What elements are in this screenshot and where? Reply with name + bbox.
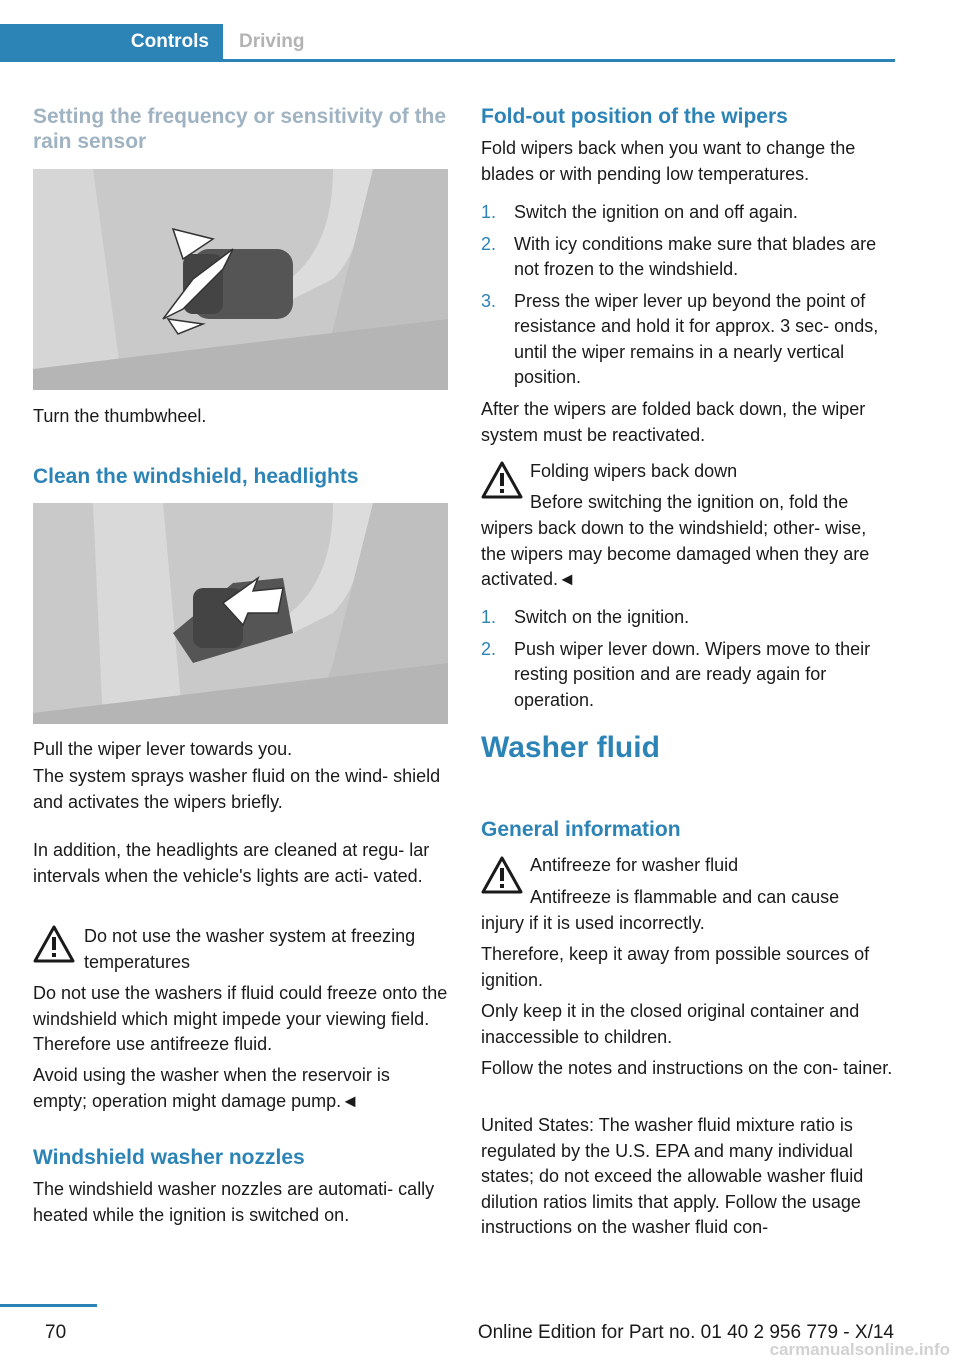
header-rule: [223, 59, 895, 62]
heading-nozzles: Windshield washer nozzles: [33, 1146, 305, 1169]
warning-freezing-body: Do not use the washers if fluid could freeze onto the windshield which might impede your viewing field. Therefore use antifreeze fluid.: [33, 983, 448, 1054]
warning-antifreeze-body-1: Antifreeze is flammable and can cause: [530, 887, 840, 907]
text-after-folded: After the wipers are folded back down, the wiper system must be reactivated.: [481, 399, 866, 445]
warning-triangle-icon: [481, 856, 523, 894]
page-header: [0, 0, 895, 62]
heading-clean: Clean the windshield, headlights: [33, 465, 359, 488]
text-only-keep: Only keep it in the closed original container and inaccessible to children.: [481, 1001, 860, 1047]
text-foldback: Fold wipers back when you want to change the blades or with pending low temperatures.: [481, 138, 856, 184]
heading-foldout: Fold-out position of the wipers: [481, 105, 788, 128]
warning-antifreeze-title: Antifreeze for washer fluid: [530, 855, 739, 875]
list-item: 1. Switch the ignition on and off again.: [481, 202, 798, 222]
figure-wiper-lever: [33, 503, 448, 724]
figure-thumbwheel: [33, 169, 448, 390]
warning-fold-title: Folding wipers back down: [530, 461, 738, 481]
tab-driving[interactable]: Driving: [239, 31, 305, 52]
warning-freezing-title: Do not use the washer system at freezing temperatures: [84, 926, 416, 972]
warning-fold-body-1: Before switching the ignition on, fold the: [530, 492, 849, 512]
warning-antifreeze-body-2: injury if it is used incorrectly.: [481, 913, 705, 933]
text-pull-lever: Pull the wiper lever towards you.: [33, 739, 293, 759]
warning-triangle-icon: [481, 461, 523, 499]
tab-controls[interactable]: [0, 24, 223, 62]
list-item: 2. With icy conditions make sure that blades are not frozen to the windshield.: [481, 233, 877, 279]
steps-foldout: [481, 200, 895, 391]
watermark: carmanualsonline.info: [769, 1340, 950, 1359]
list-item: 2. Push wiper lever down. Wipers move to their resting position and are ready again for operation.: [481, 638, 871, 710]
list-item: 3. Press the wiper lever up beyond the point of resistance and hold it for approx. 3 sec‐ onds, until the wiper remains in a nearly vertical position.: [481, 290, 879, 387]
text-sprays: The system sprays washer fluid on the wind‐ shield and activates the wipers briefly.: [33, 766, 441, 812]
text-united-states: United States: The washer fluid mixture ratio is regulated by the U.S. EPA and many individual states; do not exceed the allowable washer fluid dilution ratios limits that apply. Follow the usage instructions on the washer fluid con‐: [481, 1115, 864, 1237]
page-number: 70: [45, 1322, 67, 1343]
list-item: 1. Switch on the ignition.: [481, 607, 690, 627]
heading-rain-sensor: Setting the frequency or sensitivity of the rain sensor: [33, 105, 447, 153]
edition-text: Online Edition for Part no. 01 40 2 956 779 - X/14: [477, 1322, 894, 1343]
tab-controls-label: Controls: [130, 31, 209, 52]
text-follow-notes: Follow the notes and instructions on the con‐ tainer.: [481, 1058, 893, 1078]
steps-fold-down: [481, 605, 895, 713]
text-nozzles: The windshield washer nozzles are automati‐ cally heated while the ignition is switched on.: [33, 1179, 435, 1225]
heading-general-information: General information: [481, 818, 681, 841]
text-thumbwheel: Turn the thumbwheel.: [33, 406, 207, 426]
text-therefore: Therefore, keep it away from possible sources of ignition.: [481, 944, 870, 990]
text-reservoir: Avoid using the washer when the reservoir is empty; operation might damage pump.◄: [33, 1065, 390, 1111]
footer-rule: [0, 1304, 97, 1307]
text-headlights: In addition, the headlights are cleaned at regu‐ lar intervals when the vehicle's lights are acti‐ vated.: [33, 840, 430, 886]
warning-fold-body-2: wipers back down to the windshield; other‐ wise, the wipers may become damaged when they are activated.◄: [481, 518, 870, 589]
heading-washer-fluid: Washer fluid: [481, 731, 660, 764]
warning-triangle-icon: [33, 925, 75, 963]
